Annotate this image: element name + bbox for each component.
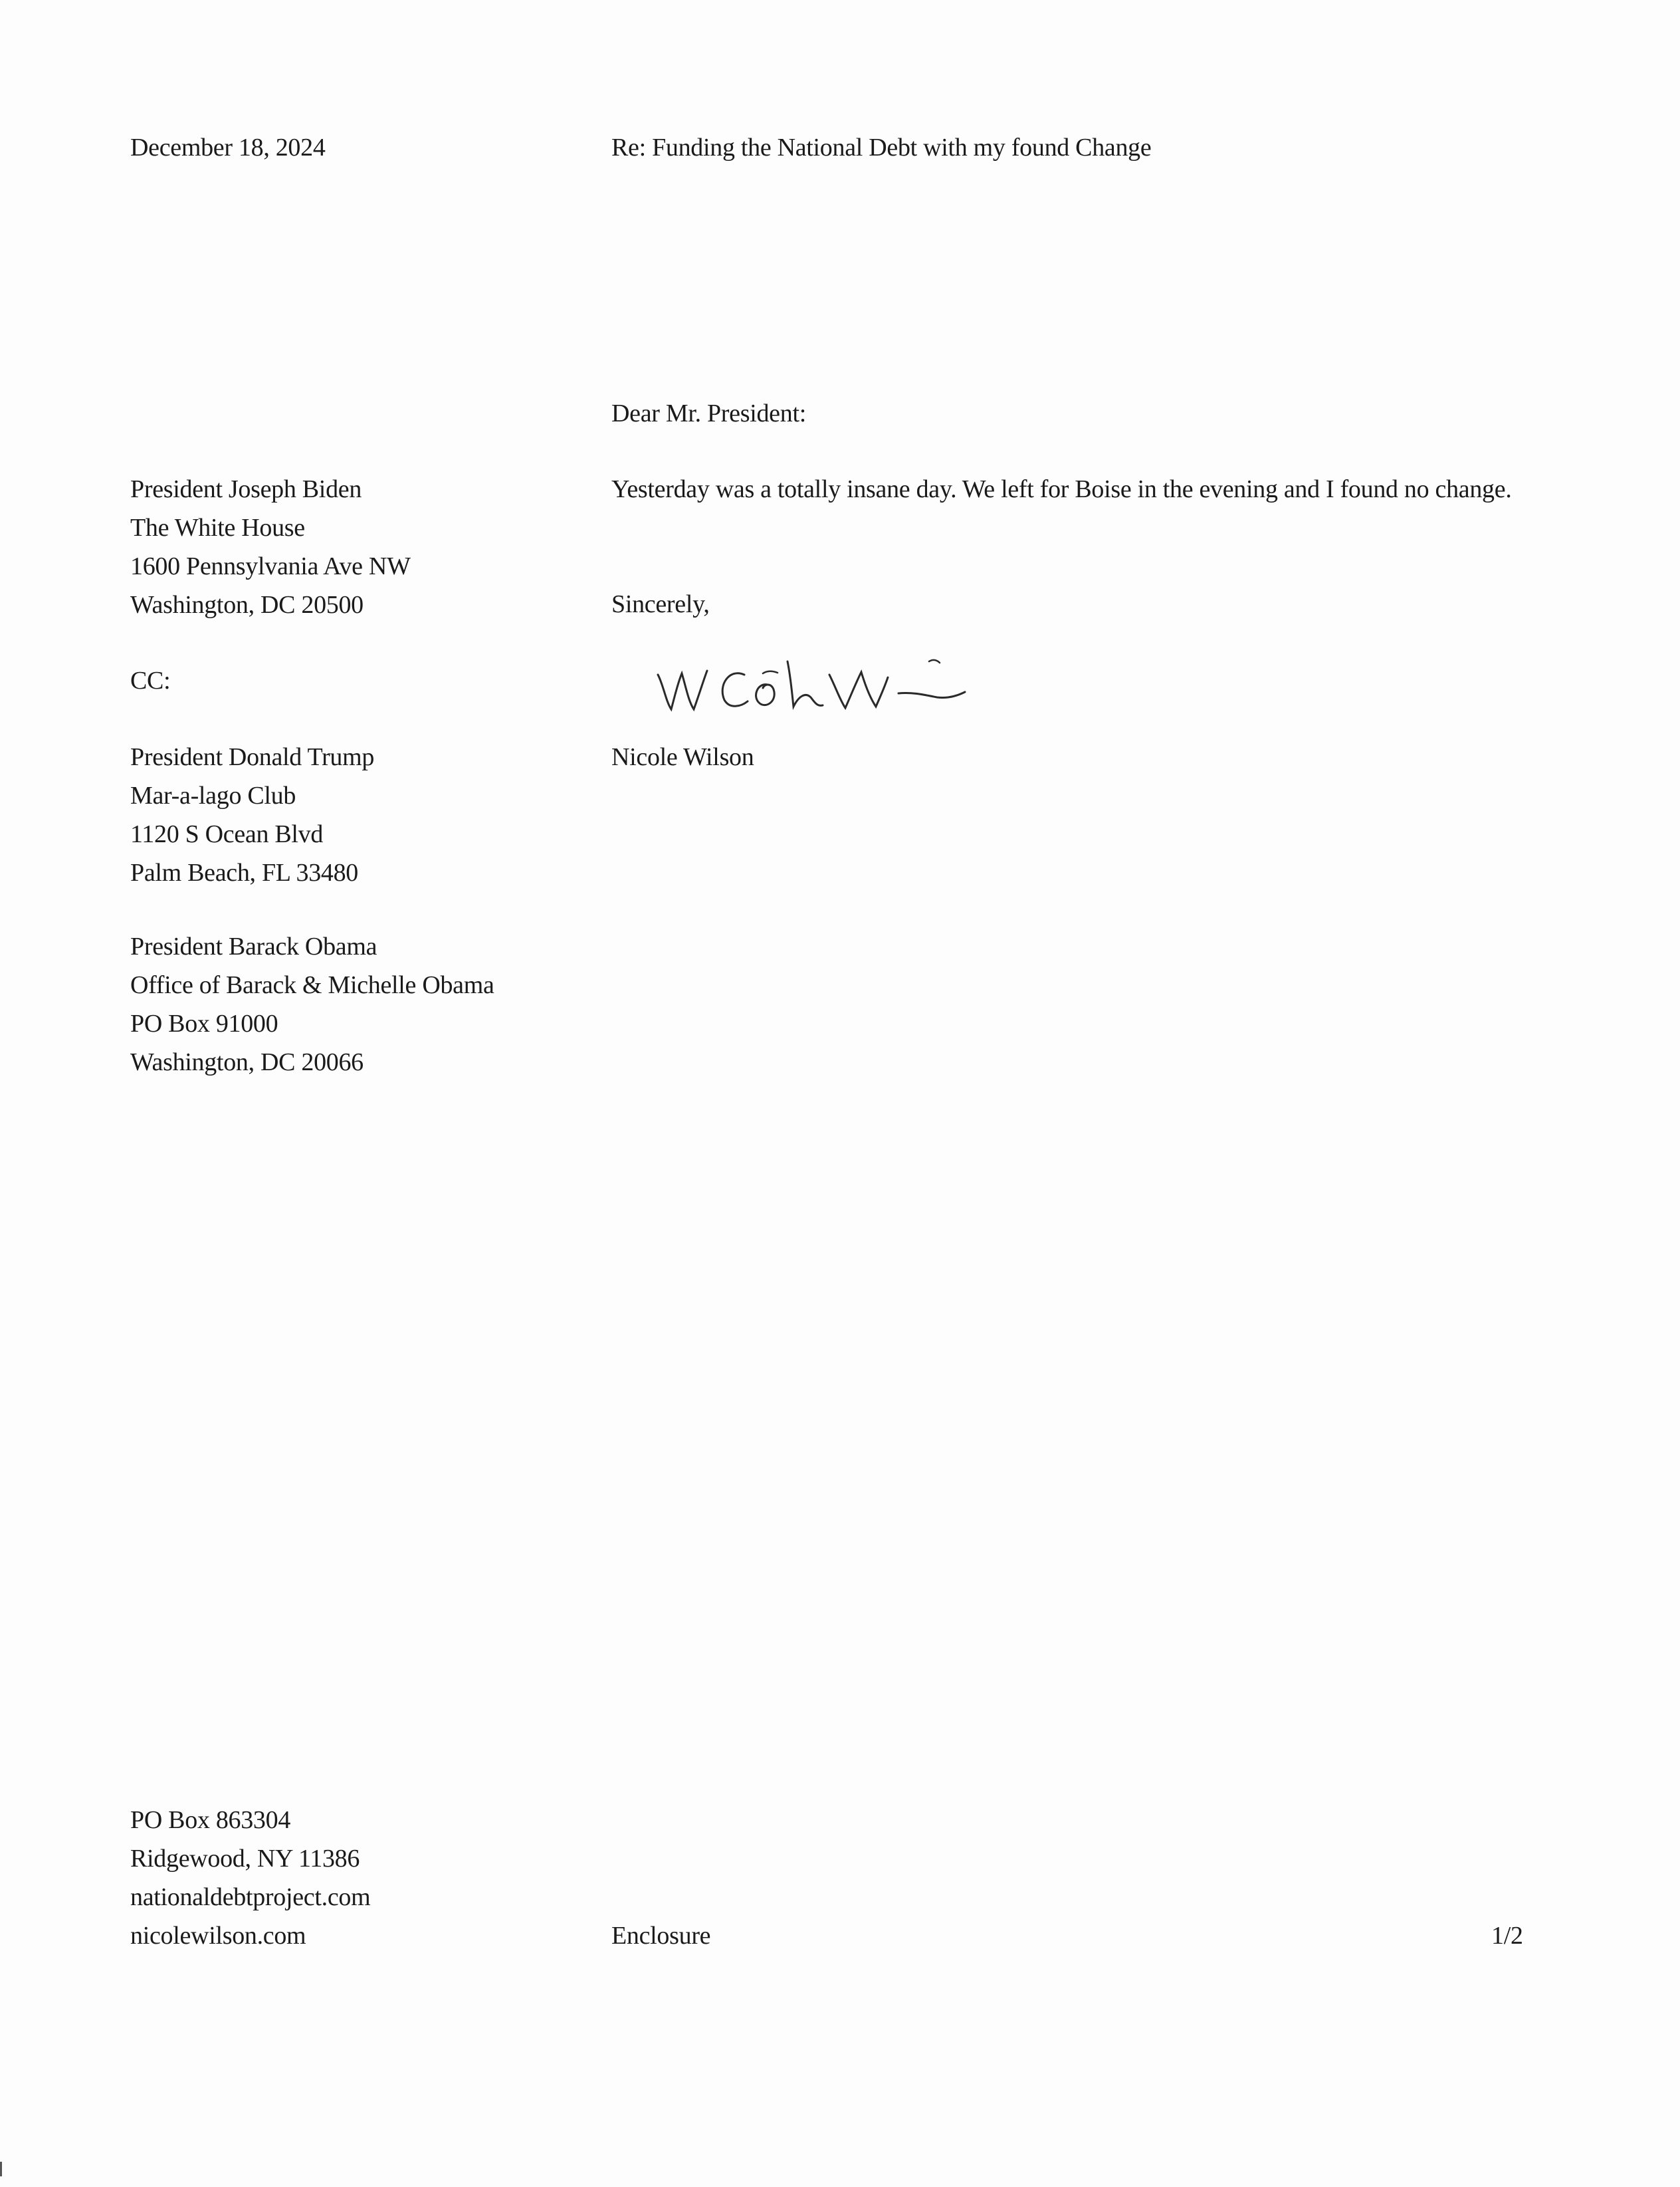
- signature-name: Nicole Wilson: [611, 743, 754, 771]
- sender-address: [130, 1801, 370, 1955]
- address-line: PO Box 863304: [130, 1806, 291, 1834]
- recipient-address: [130, 470, 411, 624]
- address-line: President Barack Obama: [130, 933, 377, 961]
- address-line: The White House: [130, 514, 305, 542]
- enclosure-label: Enclosure: [611, 1922, 711, 1950]
- address-line: PO Box 91000: [130, 1010, 278, 1038]
- website-link[interactable]: nicolewilson.com: [130, 1922, 306, 1950]
- signature-image: [651, 648, 997, 721]
- address-line: Ridgewood, NY 11386: [130, 1845, 360, 1873]
- website-link[interactable]: nationaldebtproject.com: [130, 1883, 371, 1911]
- address-line: Mar-a-lago Club: [130, 782, 296, 810]
- letter-body: Yesterday was a totally insane day. We left for Boise in the evening and I found no change.: [611, 475, 1512, 503]
- cc-address-trump: [130, 738, 374, 892]
- page-number: 1/2: [1491, 1922, 1523, 1950]
- address-line: Washington, DC 20066: [130, 1048, 364, 1076]
- address-line: 1120 S Ocean Blvd: [130, 820, 324, 848]
- address-line: Palm Beach, FL 33480: [130, 859, 358, 887]
- letter-subject: Re: Funding the National Debt with my found Change: [611, 134, 1152, 162]
- address-line: President Joseph Biden: [130, 475, 362, 503]
- address-line: 1600 Pennsylvania Ave NW: [130, 552, 411, 580]
- address-line: Office of Barack & Michelle Obama: [130, 971, 494, 999]
- cc-address-obama: [130, 927, 494, 1082]
- cc-label: CC:: [130, 667, 171, 695]
- closing: Sincerely,: [611, 590, 710, 618]
- address-line: President Donald Trump: [130, 743, 375, 771]
- letter-date: December 18, 2024: [130, 134, 326, 162]
- address-line: Washington, DC 20500: [130, 591, 364, 619]
- salutation: Dear Mr. President:: [611, 400, 806, 427]
- scan-artifact: [0, 2162, 2, 2176]
